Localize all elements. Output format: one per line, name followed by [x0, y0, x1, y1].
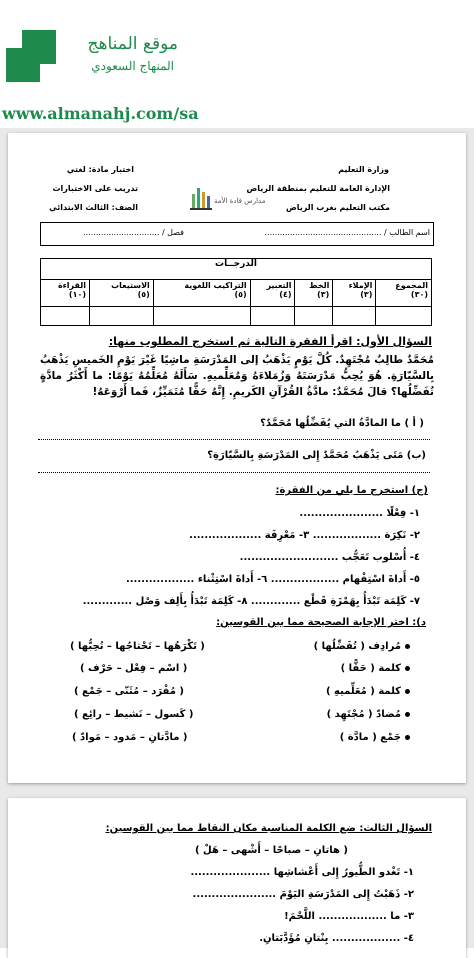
- grades-title: الدرجــات: [41, 259, 432, 280]
- grade-cell[interactable]: [376, 307, 432, 326]
- question-c-title: (ج) استخرج ما يلي من الفقرة:: [275, 485, 428, 496]
- choice-row-5: [70, 731, 410, 744]
- bullet-icon: [405, 712, 410, 717]
- bullet-icon: [405, 735, 410, 740]
- choice-options[interactable]: ( كَسول – نَشيط – رائِع ): [74, 709, 194, 720]
- choice-item: كلمة ( حَقًّا ): [340, 663, 401, 674]
- grade-head-expression: [250, 280, 295, 307]
- grade-head-reading: [41, 280, 90, 307]
- question-3-item-2: ٢- ذَهَبْتُ إِلى المَدْرَسَةِ اليَوْمَ ......................: [192, 889, 414, 900]
- class-field[interactable]: فصل / ..............................: [83, 228, 184, 237]
- ministry-line-1: وزارة التعليم: [338, 165, 389, 174]
- question-3-item-4: ٤- .................. بِنْتانِ مُؤَدَّبَتانِ.: [259, 933, 414, 944]
- bullet-icon: [405, 689, 410, 694]
- grade-max-structures: (٥): [234, 290, 247, 299]
- school-logo-text: مدارس قادة الأمة: [214, 197, 266, 205]
- choice-row-2: [70, 662, 410, 675]
- question-c-item-2-3: ٢- نَكِرَة .................. ٣- مَعْرِفَة ...................: [189, 530, 420, 541]
- ministry-line-2: الإدارة العامة للتعليم بمنطقة الرياض: [246, 184, 390, 193]
- grade-max-reading: (١٠): [68, 290, 86, 299]
- grade-max-comprehension: (٥): [137, 290, 150, 299]
- grade-cell[interactable]: [153, 307, 250, 326]
- question-3-item-1: ١- تَغْدو الطُّيورُ إِلى أَعْشاشِها .....................: [190, 867, 414, 878]
- answer-line-a[interactable]: [38, 436, 430, 440]
- question-c-item-4: ٤- أُسْلوب تَعَجُّب ..........................: [239, 552, 420, 563]
- bullet-icon: [405, 644, 410, 649]
- choice-row-4: [70, 708, 410, 721]
- reading-passage: مُحَمَّدٌ طالِبٌ مُجْتَهِدٌ. كُلَّ يَوْمٍ يَذْهَبُ إلى المَدْرَسَةِ ماشِيًا غَيْرَ يَوْمِ الخَميسِ يَذْهَبُ بِالسَّيّارَةِ. هُوَ يُحِبُّ مَدْرَسَتَهُ وَزُمَلاءَهُ وَمُعَلِّميهِ. سَأَلَهُ مُعَلِّمُهُ يَوْمًا: ما أَكْثَرُ مادَّةٍ تُفَضِّلُها؟ قالَ مُحَمَّدٌ: مادَّةُ القُرْآنِ الكَريمِ. إِنَّهُ حَقًّا مُتَمَيِّزٌ، فَما أَرْوَعَهُ!: [40, 354, 434, 398]
- grade-cell[interactable]: [250, 307, 295, 326]
- logo-square-bottom: [6, 48, 40, 82]
- grade-max-total: (٣٠): [410, 290, 428, 299]
- grade-head-reading-label: القراءة: [57, 281, 86, 290]
- grade-head-total-label: المجموع: [395, 281, 428, 290]
- question-d-title: د): اختر الإجابة الصحيحة مما بين القوسين:: [216, 617, 426, 628]
- grade-cell[interactable]: [333, 307, 376, 326]
- choice-options[interactable]: ( مادَّتانِ – مَدود – مَوادّ ): [72, 732, 188, 743]
- choice-options[interactable]: ( مُفْرَد – مُثَنّى – جَمْع ): [74, 686, 184, 697]
- bullet-icon: [405, 666, 410, 671]
- choice-item: جَمْع ( مادَّة ): [339, 732, 401, 743]
- exam-subject: اختبار مادة: لغتي: [66, 165, 134, 174]
- question-b: (ب) مَتَى يَذْهَبُ مُحَمَّدٌ إِلى المَدْرَسَةِ بِالسَّيّارَةِ؟: [207, 450, 426, 461]
- grade-head-handwriting: [295, 280, 333, 307]
- site-url[interactable]: www.almanahj.com/sa: [2, 104, 199, 123]
- answer-line-b[interactable]: [38, 469, 430, 473]
- choice-item: مُرادِف ( تُفَضِّلُها ): [313, 641, 401, 652]
- question-a: ( أ ) ما المادَّةُ التي يُفَضِّلُها مُحَمَّدٌ؟: [260, 418, 424, 429]
- grade-head-comprehension-label: الاستيعاب: [111, 281, 150, 290]
- question-3-item-3: ٣- ما .................. اللَّحْمَ!: [284, 911, 414, 922]
- choice-row-1: [70, 640, 410, 653]
- grade-head-structures-label: التراكيب اللغوية: [184, 281, 247, 290]
- question-3-choices: ( هاتانِ – صباحًا – أَشْهى – هَلْ ): [194, 845, 348, 856]
- grade-head-handwriting-label: الخط: [309, 281, 330, 290]
- choice-item: مُضادّ ( مُجْتَهِد ): [326, 709, 401, 720]
- grade-cell[interactable]: [89, 307, 153, 326]
- question-c-item-5-6: ٥- أَداةَ اسْتِفْهام .................. ٦- أَداةَ اسْتِثْناء ..................: [125, 574, 420, 585]
- ministry-line-3: مكتب التعليم بغرب الرياض: [285, 203, 390, 212]
- exam-grade: الصف: الثالث الابتدائي: [49, 203, 138, 212]
- question-c-item-1: ١- فِعْلًا ......................: [299, 508, 420, 519]
- grade-head-dictation: [333, 280, 376, 307]
- grade-max-expression: (٤): [279, 290, 292, 299]
- site-name: موقع المناهج: [87, 34, 178, 54]
- choice-options[interactable]: ( اسْم – فِعْل – حَرْف ): [80, 663, 188, 674]
- question-3-title: السؤال الثالث: ضع الكلمة المناسبة مكان النقاط مما بين القوسين:: [105, 823, 432, 834]
- grade-cell[interactable]: [295, 307, 333, 326]
- grade-head-comprehension: [89, 280, 153, 307]
- grade-cell[interactable]: [41, 307, 90, 326]
- choice-item: كلمة ( مُعَلِّميهِ ): [325, 686, 401, 697]
- choice-row-3: [70, 685, 410, 698]
- question-1-title: السؤال الأول: اقرأ الفقرة التالية ثم استخرج المطلوب منها:: [108, 335, 432, 348]
- grades-table: [40, 258, 432, 326]
- site-subtitle: المنهاج السعودي: [91, 59, 174, 73]
- student-name-field[interactable]: اسم الطالب / ..............................................: [264, 228, 430, 237]
- grade-head-total: [376, 280, 432, 307]
- choice-options[interactable]: ( تَكْرَهُها – تَحْتاجُها – تُحِبُّها ): [70, 641, 205, 652]
- grade-max-dictation: (٣): [360, 290, 373, 299]
- grade-max-handwriting: (٣): [317, 290, 330, 299]
- exam-training: تدريب على الاختبارات: [52, 184, 138, 193]
- grade-head-expression-label: التعبير: [266, 281, 292, 290]
- question-c-item-7-8: ٧- كَلِمَة تَبْدَأُ بِهَمْزَةِ قَطْع ............. ٨- كَلِمَة تَبْدَأُ بِأَلِف وَصْل .............: [82, 596, 420, 607]
- grade-head-dictation-label: الإملاء: [348, 281, 373, 290]
- grade-head-structures: [153, 280, 250, 307]
